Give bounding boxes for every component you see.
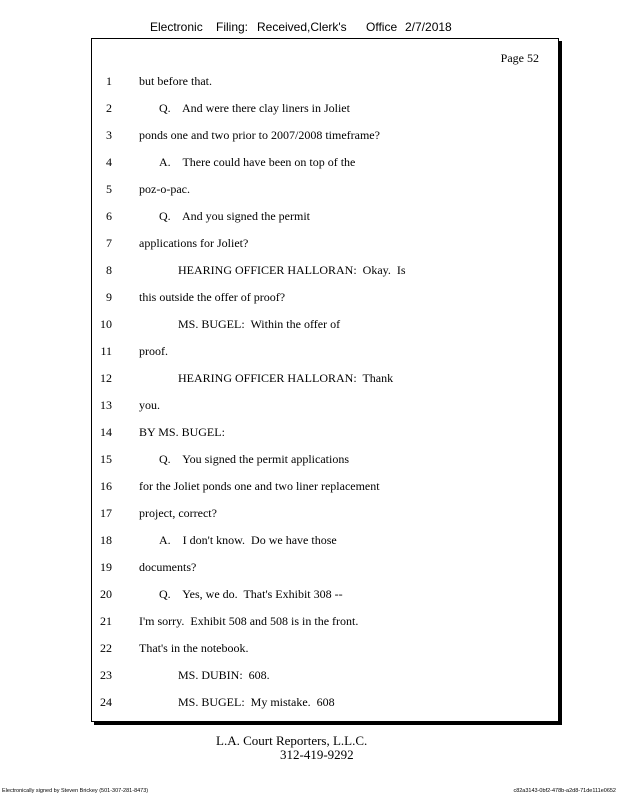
line-text: MS. BUGEL: My mistake. 608 — [178, 695, 335, 709]
line-number: 17 — [100, 506, 112, 520]
line-text: this outside the offer of proof? — [139, 290, 286, 304]
line-number: 5 — [106, 182, 112, 196]
line-text: poz-o-pac. — [139, 182, 190, 196]
line-number: 7 — [106, 236, 112, 250]
line-text: proof. — [139, 344, 168, 358]
line-text: HEARING OFFICER HALLORAN: Okay. Is — [178, 263, 406, 277]
line-number: 22 — [100, 641, 112, 655]
transcript-line — [92, 371, 558, 387]
transcript-line — [92, 695, 558, 711]
line-number: 2 — [106, 101, 112, 115]
transcript-line — [92, 506, 558, 522]
line-text: for the Joliet ponds one and two liner replacement — [139, 479, 380, 493]
line-text: BY MS. BUGEL: — [139, 425, 225, 439]
line-number: 4 — [106, 155, 112, 169]
header-word-electronic: Electronic — [150, 20, 203, 34]
line-number: 10 — [100, 317, 112, 331]
transcript-line — [92, 101, 558, 117]
transcript-line — [92, 155, 558, 171]
line-text: A. I don't know. Do we have those — [159, 533, 337, 547]
line-number: 9 — [106, 290, 112, 304]
line-number: 24 — [100, 695, 112, 709]
line-text: HEARING OFFICER HALLORAN: Thank — [178, 371, 394, 385]
line-text: ponds one and two prior to 2007/2008 timeframe? — [139, 128, 380, 142]
transcript-line — [92, 614, 558, 630]
transcript-line — [92, 668, 558, 684]
header-word-date: 2/7/2018 — [405, 20, 452, 34]
electronic-signature-right: c82a3143-0bf2-478b-a2d8-71de111e0652 — [513, 788, 616, 794]
line-text: I'm sorry. Exhibit 508 and 508 is in the front. — [139, 614, 359, 628]
line-number: 8 — [106, 263, 112, 277]
line-text: project, correct? — [139, 506, 217, 520]
transcript-line — [92, 587, 558, 603]
transcript-line — [92, 236, 558, 252]
line-number: 19 — [100, 560, 112, 574]
line-text: Q. Yes, we do. That's Exhibit 308 -- — [159, 587, 343, 601]
transcript-line — [92, 263, 558, 279]
page-number: Page 52 — [500, 51, 539, 65]
line-text: MS. BUGEL: Within the offer of — [178, 317, 341, 331]
line-number: 21 — [100, 614, 112, 628]
transcript-line — [92, 209, 558, 225]
line-number: 20 — [100, 587, 112, 601]
footer-phone: 312-419-9292 — [280, 747, 354, 762]
transcript-line — [92, 641, 558, 657]
filing-stamp-header — [0, 20, 618, 36]
line-text: you. — [139, 398, 160, 412]
transcript-line — [92, 533, 558, 549]
line-text: applications for Joliet? — [139, 236, 249, 250]
transcript-line — [92, 344, 558, 360]
line-number: 12 — [100, 371, 112, 385]
transcript-line — [92, 290, 558, 306]
line-number: 3 — [106, 128, 112, 142]
transcript-line — [92, 317, 558, 333]
transcript-line — [92, 425, 558, 441]
line-number: 23 — [100, 668, 112, 682]
line-text: A. There could have been on top of the — [159, 155, 356, 169]
line-text: Q. You signed the permit applications — [159, 452, 349, 466]
transcript-line — [92, 182, 558, 198]
transcript-line — [92, 560, 558, 576]
line-text: but before that. — [139, 74, 212, 88]
line-number: 14 — [100, 425, 112, 439]
line-text: documents? — [139, 560, 197, 574]
line-number: 18 — [100, 533, 112, 547]
footer-company: L.A. Court Reporters, L.L.C. — [216, 733, 368, 748]
header-word-office: Office — [366, 20, 398, 34]
line-text: Q. And you signed the permit — [159, 209, 310, 223]
line-text: That's in the notebook. — [139, 641, 249, 655]
transcript-page — [91, 38, 559, 722]
line-number: 11 — [100, 344, 112, 358]
header-word-filing: Filing: — [216, 20, 249, 34]
transcript-line — [92, 479, 558, 495]
transcript-line — [92, 398, 558, 414]
header-word-received-clerks: Received,Clerk's — [257, 20, 347, 34]
line-text: Q. And were there clay liners in Joliet — [159, 101, 350, 115]
line-text: MS. DUBIN: 608. — [178, 668, 270, 682]
electronic-signature-left: Electronically signed by Steven Brickey (501-307-281-8473) — [2, 788, 149, 794]
line-number: 15 — [100, 452, 112, 466]
line-number: 1 — [106, 74, 112, 88]
line-number: 6 — [106, 209, 112, 223]
line-number: 13 — [100, 398, 112, 412]
transcript-line — [92, 128, 558, 144]
transcript-line — [92, 74, 558, 90]
line-number: 16 — [100, 479, 112, 493]
transcript-line — [92, 452, 558, 468]
